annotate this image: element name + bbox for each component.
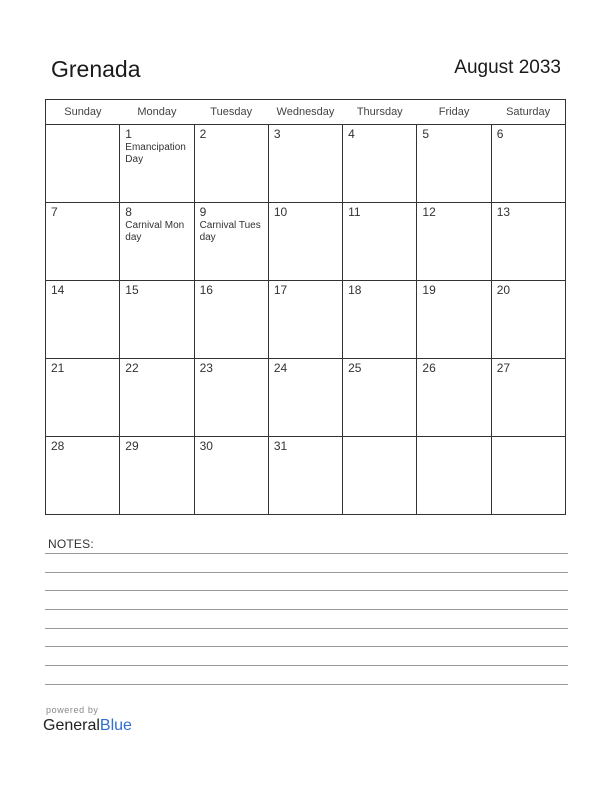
day-number: 7 (51, 205, 58, 219)
day-number: 24 (273, 361, 288, 375)
weekday-thursday: Thursday (343, 100, 417, 125)
day-cell (194, 437, 268, 515)
day-number: 23 (199, 361, 213, 375)
day-cell (343, 437, 417, 515)
day-cell (491, 203, 565, 281)
holiday-label: Carnival Tuesday (199, 220, 261, 243)
weekday-saturday: Saturday (491, 100, 565, 125)
weekday-friday: Friday (417, 100, 491, 125)
day-cell (120, 203, 194, 281)
day-cell (343, 281, 417, 359)
note-line (45, 628, 568, 629)
day-cell (120, 437, 194, 515)
notes-label: NOTES: (48, 537, 94, 551)
day-number: 22 (125, 361, 139, 375)
day-cell (417, 281, 491, 359)
powered-by-text: powered by (46, 705, 99, 715)
day-cell (417, 359, 491, 437)
day-cell (46, 437, 120, 515)
day-cell (491, 359, 565, 437)
day-number: 5 (422, 127, 430, 141)
day-cell (120, 359, 194, 437)
day-cell (417, 437, 491, 515)
week-row (46, 437, 566, 515)
weekday-tuesday: Tuesday (194, 100, 268, 125)
note-line (45, 609, 568, 610)
day-number: 28 (51, 439, 65, 453)
note-line (45, 684, 568, 685)
day-number: 17 (273, 283, 288, 297)
day-number: 11 (348, 205, 361, 219)
day-cell (194, 203, 268, 281)
day-cell (343, 359, 417, 437)
day-number: 14 (51, 283, 65, 297)
day-number: 2 (199, 127, 207, 141)
note-line (45, 646, 568, 647)
day-cell (491, 125, 565, 203)
brand-general: General (43, 717, 100, 734)
week-row (46, 359, 566, 437)
day-cell (120, 281, 194, 359)
day-number: 30 (199, 439, 213, 453)
day-number: 19 (422, 283, 436, 297)
day-number: 27 (496, 361, 511, 375)
brand-blue: Blue (99, 717, 132, 734)
note-line (45, 590, 568, 591)
note-line (45, 572, 568, 573)
brand-logo (43, 717, 132, 735)
day-cell (417, 125, 491, 203)
day-number: 6 (496, 127, 504, 141)
week-row (46, 125, 566, 203)
day-cell (120, 125, 194, 203)
day-cell (268, 437, 342, 515)
day-number: 10 (273, 205, 288, 219)
holiday-label: Carnival Monday (125, 220, 185, 243)
day-number: 26 (422, 361, 436, 375)
day-number: 4 (348, 127, 355, 141)
day-cell (46, 125, 120, 203)
day-cell (343, 125, 417, 203)
weekday-wednesday: Wednesday (268, 100, 342, 125)
day-number: 15 (125, 283, 139, 297)
day-cell (343, 203, 417, 281)
day-number: 29 (125, 439, 139, 453)
day-cell (46, 203, 120, 281)
day-number: 1 (125, 127, 132, 141)
note-line (45, 665, 568, 666)
day-cell (194, 359, 268, 437)
day-number: 13 (496, 205, 511, 219)
day-number: 3 (273, 127, 281, 141)
day-number: 12 (422, 205, 436, 219)
country-title: Grenada (51, 56, 141, 82)
day-cell (417, 203, 491, 281)
day-cell (268, 359, 342, 437)
day-cell (46, 359, 120, 437)
day-cell (491, 437, 565, 515)
day-cell (268, 203, 342, 281)
day-number: 21 (51, 361, 65, 375)
day-number: 25 (348, 361, 362, 375)
day-number: 31 (273, 439, 288, 453)
day-number: 16 (199, 283, 213, 297)
day-cell (491, 281, 565, 359)
week-row (46, 281, 566, 359)
note-line (45, 553, 568, 554)
week-row (46, 203, 566, 281)
day-number: 20 (496, 283, 511, 297)
day-cell (194, 125, 268, 203)
weekday-monday: Monday (120, 100, 194, 125)
weekday-sunday: Sunday (46, 100, 120, 125)
day-number: 8 (125, 205, 132, 219)
holiday-label: Emancipation Day (125, 142, 186, 165)
day-cell (268, 281, 342, 359)
weekday-header-row (46, 100, 566, 125)
day-number: 18 (348, 283, 362, 297)
day-number: 9 (199, 205, 207, 219)
calendar-grid (45, 99, 566, 515)
day-cell (194, 281, 268, 359)
month-year-title: August 2033 (454, 57, 561, 78)
day-cell (46, 281, 120, 359)
day-cell (268, 125, 342, 203)
